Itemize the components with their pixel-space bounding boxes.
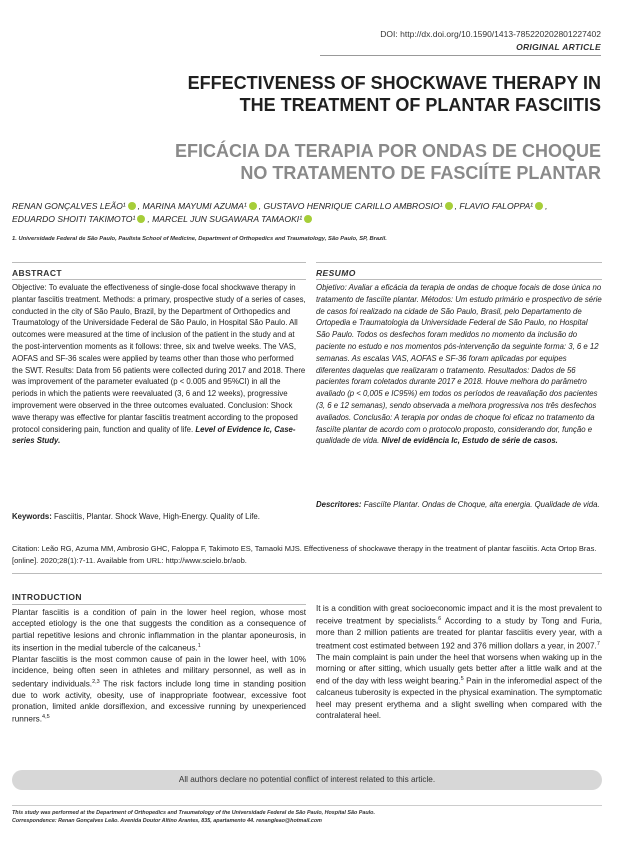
author-list: RENAN GONÇALVES LEÃO¹ , MARINA MAYUMI AZUMA¹ , GUSTAVO HENRIQUE CARILLO AMBROSIO¹ , FLAVIO FALOPPA¹ , EDUARDO SHOITI TAKIMOTO¹ , MARCEL JUN SUGAWARA TAMAOKI¹ xyxy=(12,201,548,224)
resumo-section xyxy=(316,262,602,528)
footnote-study: This study was performed at the Department of Orthopedics and Traumatology of the Universidade Federal de São Paulo, Hospital São Paulo. xyxy=(12,810,375,816)
abstract-evidence: Level of Evidence Ic, Case-series Study. xyxy=(12,424,296,446)
keywords-label: Descritores: xyxy=(316,500,362,509)
divider xyxy=(316,279,602,280)
resumo-evidence: Nível de evidência Ic, Estudo de série de casos. xyxy=(381,436,558,446)
introduction-column-left xyxy=(12,607,306,725)
footnotes xyxy=(12,809,602,825)
affiliation: 1. Universidade Federal de São Paulo, Paulista School of Medicine, Department of Orthopedics and Traumatology, São Paulo, SP, Brazil. xyxy=(12,236,387,242)
title-english-line2: THE TREATMENT OF PLANTAR FASCIITIS xyxy=(239,95,601,115)
author-name: FLAVIO FALOPPA¹ xyxy=(459,201,534,211)
orcid-icon[interactable] xyxy=(535,202,543,210)
abstract-text xyxy=(12,282,306,447)
orcid-icon[interactable] xyxy=(249,202,257,210)
header-divider xyxy=(320,55,601,56)
divider xyxy=(12,573,602,574)
paragraph: The main complaint is pain under the heel that worsens when waking up in the morning or after sitting, which usually gets better after a little walk and at the end of the day with less weight bearing.$^5$ Pain in the inferomedial aspect of the calcaneus tuberosity is expected in the physical examination. The symptomatic heel may present erythema and a slight swelling when compared with the contralateral heel. xyxy=(316,652,602,720)
paragraph: It is a condition with great socioeconomic impact and it is the most prevalent to receive treatment by specialists.$^6$ According to a study by Tong and Furia, more than 2 million patients are treated for plantar fasciitis every year, with a treatment cost estimated between 192 and 376 million dollars a year, in 2007.$^7$ xyxy=(316,604,602,651)
footnote-correspondence: Correspondence: Renan Gonçalves Leão. Avenida Doutor Altino Arantes, 835, apartamento 44. renangleao@hotmail.com xyxy=(12,818,322,824)
title-portuguese-line1: EFICÁCIA DA TERAPIA POR ONDAS DE CHOQUE xyxy=(174,141,601,161)
orcid-icon[interactable] xyxy=(445,202,453,210)
author-name: RENAN GONÇALVES LEÃO¹ xyxy=(12,201,126,211)
keywords-label: Keywords: xyxy=(12,512,52,521)
introduction-heading: INTRODUCTION xyxy=(12,592,82,602)
orcid-icon[interactable] xyxy=(128,202,136,210)
paragraph: Plantar fasciitis is a condition of pain in the lower heel region, whose most accepted etiology is the one that suggests the condition as a consequence of partial repetitive lesions and chronic inflammation in the plantar aponeurosis, in its insertion in the medial tubercle of the calcaneus.$^1$ xyxy=(12,608,306,653)
author-name: GUSTAVO HENRIQUE CARILLO AMBROSIO¹ xyxy=(263,201,443,211)
conflict-of-interest-banner: All authors declare no potential conflict of interest related to this article. xyxy=(12,770,602,790)
abstract-section xyxy=(12,262,306,528)
divider xyxy=(12,805,602,806)
resumo-keywords xyxy=(316,499,602,511)
title-portuguese xyxy=(81,140,601,184)
divider xyxy=(12,279,306,280)
paragraph: Plantar fasciitis is the most common cause of pain in the lower heel, with 10% incidence, being often seen in athletes and military personnel, as well as in sedentary individuals.$^{2,3}$ The risk factors include long time in standing position due to work activity, obesity, use of inappropriate footwear, excessive foot pronation, limited ankle dorsiflexion, and excessive running by unexperienced runners.$^{4,5}$ xyxy=(12,654,306,724)
resumo-heading: RESUMO xyxy=(316,268,356,278)
divider xyxy=(316,262,602,263)
orcid-icon[interactable] xyxy=(304,215,312,223)
abstract-keywords xyxy=(12,512,260,521)
abstract-body: Objective: To evaluate the effectiveness of single-dose focal shockwave therapy in plantar fasciitis treatment. Methods: a primary, prospective study of a series of cases, conducted in the city of São Paulo, Brazil, by the Department of Orthopedics and Traumatology of the Universidade Federal de São Paulo, in Hospital São Paulo. All outcomes were measured at the time of inclusion of the patient in the study and at the post-intervention moments as it follows: three, six and twelve weeks. The VAS, AOFAS and SF-36 scales were applied by teams other than those who performed the SWT. Results: Data from 56 patients were collected during 2017 and 2018. There was improvement of the parameter evaluated (p < 0.005 and 95%CI) in all the periods in which the patients were reevaluated (3, 6 and 12 weeks), progressive improvement were observed in the three outcomes evaluated. Conclusion: Shock wave therapy was effective for plantar fasciitis treatment according to the proposed protocol considering pain, function and quality of life. xyxy=(12,283,306,434)
doi-link[interactable]: DOI: http://dx.doi.org/10.1590/1413-785220202801227402 xyxy=(380,29,601,39)
author-name: MARCEL JUN SUGAWARA TAMAOKI¹ xyxy=(152,214,303,224)
resumo-body: Objetivo: Avaliar a eficácia da terapia de ondas de choque focais de dose única no tratamento de fasciíte plantar. Métodos: Um estudo primário e prospectivo de série de casos foi realizado na cidade de São Paulo, Brasil, pelo Departamento de Ortopedia e Traumatologia da Universidade Federal de São Paulo, no Hospital São Paulo. Todos os desfechos foram medidos no momento da inclusão do paciente no estudo e nos momentos pós-intervenção da seguinte forma: 3, 6 e 12 semanas. As escalas VAS, AOFAS e SF-36 foram aplicadas por equipes diferentes daquelas que realizaram o tratamento. Resultados: Dados de 56 pacientes foram coletados durante 2017 e 2018. Houve melhora do parâmetro avaliado (p < 0,005 e IC95%) em todos os períodos de reavaliação dos pacientes (3, 6 e 12 semanas), sendo observada a melhora progressiva nos três desfechos avaliados. Conclusão: A terapia por ondas de choque foi eficaz no tratamento da fasciíte plantar de acordo com o protocolo proposto, considerando dor, função e qualidade de vida. xyxy=(316,283,602,446)
title-english xyxy=(81,72,601,116)
resumo-text xyxy=(316,282,602,447)
introduction-column-right xyxy=(316,603,602,721)
keywords-text: Fasciitis, Plantar. Shock Wave, High-Energy. Quality of Life. xyxy=(54,512,260,521)
divider xyxy=(12,262,306,263)
article-type-label: ORIGINAL ARTICLE xyxy=(516,42,601,52)
title-portuguese-line2: NO TRATAMENTO DE FASCIÍTE PLANTAR xyxy=(240,163,601,183)
divider xyxy=(12,604,306,605)
title-english-line1: EFFECTIVENESS OF SHOCKWAVE THERAPY IN xyxy=(187,73,601,93)
author-name: MARINA MAYUMI AZUMA¹ xyxy=(142,201,247,211)
abstract-heading: ABSTRACT xyxy=(12,268,62,278)
keywords-text: Fasciíte Plantar. Ondas de Choque, alta energia. Qualidade de vida. xyxy=(363,500,600,509)
citation: Citation: Leão RG, Azuma MM, Ambrosio GHC, Faloppa F, Takimoto ES, Tamaoki MJS. Effectiveness of shockwave therapy in the treatment of plantar fasciitis. Acta Ortop Bras. [online]. 2020;28(1):7-11. Available from URL: http://www.scielo.br/aob. xyxy=(12,544,597,565)
orcid-icon[interactable] xyxy=(137,215,145,223)
author-name: EDUARDO SHOITI TAKIMOTO¹ xyxy=(12,214,136,224)
